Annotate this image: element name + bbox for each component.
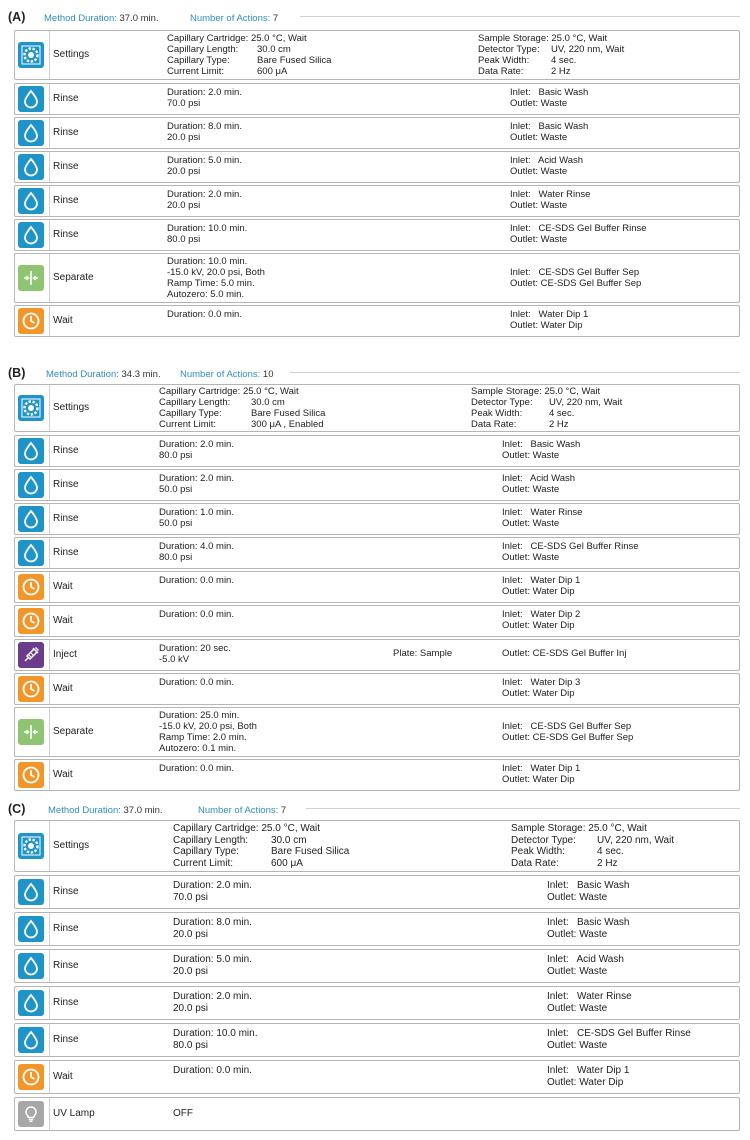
divider (49, 821, 50, 871)
action-row[interactable] (14, 759, 740, 791)
divider (49, 31, 50, 79)
gear-icon (18, 42, 44, 68)
lightbulb-icon (18, 1101, 44, 1127)
panel-header (0, 364, 750, 384)
divider (49, 152, 50, 182)
clock-icon (18, 676, 44, 702)
action-params: Duration: 0.0 min. (159, 609, 234, 620)
action-row[interactable] (14, 305, 740, 337)
settings-left: Capillary Cartridge: 25.0 °C, Wait Capillary Length: 30.0 cm Capillary Type: Bare Fused Silica Current Limit: 300 μA , Enabled (159, 386, 326, 430)
action-name: Wait (53, 615, 73, 626)
action-name: Rinse (53, 127, 79, 138)
action-row[interactable] (14, 537, 740, 569)
divider (49, 606, 50, 636)
inlet-outlet: Inlet: Water Rinse Outlet: Waste (547, 991, 632, 1014)
action-name: Rinse (53, 547, 79, 558)
clock-icon (18, 574, 44, 600)
inlet-outlet: Inlet: Water Dip 1 Outlet: Water Dip (502, 575, 581, 597)
clock-icon (18, 608, 44, 634)
divider (49, 950, 50, 982)
action-name: Rinse (53, 195, 79, 206)
inlet-outlet: Inlet: Basic Wash Outlet: Waste (510, 87, 589, 109)
inlet-outlet: Inlet: CE-SDS Gel Buffer Sep Outlet: CE-SDS Gel Buffer Sep (502, 721, 634, 743)
panel-label: (A) (8, 10, 26, 24)
action-params: Duration: 5.0 min. 20.0 psi (167, 155, 242, 177)
action-row[interactable] (14, 503, 740, 535)
number-of-actions: Number of Actions: 7 (190, 13, 279, 24)
inlet-outlet: Inlet: Water Rinse Outlet: Waste (510, 189, 591, 211)
droplet-icon (18, 990, 44, 1016)
action-row[interactable] (14, 435, 740, 467)
action-params: Duration: 1.0 min. 50.0 psi (159, 507, 234, 529)
droplet-icon (18, 1027, 44, 1053)
action-row[interactable] (14, 639, 740, 671)
inlet-outlet: Inlet: Water Rinse Outlet: Waste (502, 507, 583, 529)
inlet-outlet: Inlet: Acid Wash Outlet: Waste (547, 954, 624, 977)
action-row[interactable] (14, 571, 740, 603)
action-params: Duration: 5.0 min. 20.0 psi (173, 954, 252, 977)
action-name: Settings (53, 49, 90, 60)
action-row[interactable] (14, 673, 740, 705)
divider (49, 760, 50, 790)
action-name: Rinse (53, 513, 79, 524)
divider (49, 306, 50, 336)
settings-left: Capillary Cartridge: 25.0 °C, Wait Capillary Length: 30.0 cm Capillary Type: Bare Fused Silica Current Limit: 600 μA (173, 823, 350, 869)
action-name: Rinse (53, 886, 79, 897)
droplet-icon (18, 154, 44, 180)
settings-left: Capillary Cartridge: 25.0 °C, Wait Capillary Length: 30.0 cm Capillary Type: Bare Fused Silica Current Limit: 600 μA (167, 33, 332, 77)
clock-icon (18, 762, 44, 788)
method-duration: Method Duration: 37.0 min. (44, 13, 159, 24)
divider (49, 1098, 50, 1130)
action-params: OFF (173, 1108, 193, 1119)
action-row[interactable] (14, 605, 740, 637)
settings-right: Sample Storage: 25.0 °C, Wait Detector Type: UV, 220 nm, Wait Peak Width: 4 sec. Data Rate: 2 Hz (511, 823, 675, 869)
plate-info: Plate: Sample (393, 648, 453, 659)
separate-icon (18, 265, 44, 291)
panel-label: (B) (8, 366, 26, 380)
action-params: Duration: 2.0 min. 20.0 psi (173, 991, 252, 1014)
action-params: Duration: 10.0 min. 80.0 psi (173, 1028, 258, 1051)
action-name: Settings (53, 402, 90, 413)
inlet-outlet: Inlet: Water Dip 1 Outlet: Water Dip (510, 309, 589, 331)
divider (49, 1024, 50, 1056)
droplet-icon (18, 222, 44, 248)
action-params: Duration: 8.0 min. 20.0 psi (173, 917, 252, 940)
divider (49, 876, 50, 908)
action-row[interactable] (14, 707, 740, 757)
inlet-outlet: Inlet: CE-SDS Gel Buffer Rinse Outlet: Waste (502, 541, 639, 563)
inlet-outlet: Inlet: CE-SDS Gel Buffer Sep Outlet: CE-SDS Gel Buffer Sep (510, 267, 642, 289)
divider (306, 808, 740, 809)
action-row[interactable] (14, 83, 740, 115)
number-of-actions: Number of Actions: 7 (198, 805, 287, 816)
action-row[interactable] (14, 949, 740, 983)
gear-icon (18, 395, 44, 421)
action-name: Rinse (53, 960, 79, 971)
settings-row[interactable] (14, 820, 740, 872)
divider (49, 708, 50, 756)
divider (49, 470, 50, 500)
divider (49, 254, 50, 302)
inlet-outlet: Inlet: Water Dip 1 Outlet: Water Dip (502, 763, 581, 785)
divider (49, 186, 50, 216)
inlet-outlet: Outlet: CE-SDS Gel Buffer Inj (502, 648, 627, 659)
divider (49, 84, 50, 114)
syringe-icon (18, 642, 44, 668)
action-params: Duration: 8.0 min. 20.0 psi (167, 121, 242, 143)
action-row[interactable] (14, 469, 740, 501)
divider (49, 913, 50, 945)
action-name: UV Lamp (53, 1108, 95, 1119)
action-name: Rinse (53, 161, 79, 172)
number-of-actions: Number of Actions: 10 (180, 369, 274, 380)
settings-right: Sample Storage: 25.0 °C, Wait Detector Type: UV, 220 nm, Wait Peak Width: 4 sec. Data Rate: 2 Hz (471, 386, 623, 430)
inlet-outlet: Inlet: Water Dip 2 Outlet: Water Dip (502, 609, 581, 631)
action-params: Duration: 2.0 min. 20.0 psi (167, 189, 242, 211)
droplet-icon (18, 953, 44, 979)
settings-row[interactable] (14, 30, 740, 80)
droplet-icon (18, 879, 44, 905)
divider (49, 118, 50, 148)
inlet-outlet: Inlet: Acid Wash Outlet: Waste (502, 473, 576, 495)
inlet-outlet: Inlet: Basic Wash Outlet: Waste (510, 121, 589, 143)
action-row[interactable] (14, 1097, 740, 1131)
divider (49, 987, 50, 1019)
action-params: Duration: 2.0 min. 70.0 psi (173, 880, 252, 903)
divider (49, 436, 50, 466)
divider (49, 220, 50, 250)
droplet-icon (18, 188, 44, 214)
action-params: Duration: 10.0 min. -15.0 kV, 20.0 psi, Both Ramp Time: 5.0 min. Autozero: 5.0 min. (167, 256, 265, 300)
action-name: Wait (53, 683, 73, 694)
action-row[interactable] (14, 912, 740, 946)
action-name: Inject (53, 649, 77, 660)
action-name: Rinse (53, 445, 79, 456)
action-params: Duration: 0.0 min. (173, 1065, 252, 1076)
clock-icon (18, 1064, 44, 1090)
action-params: Duration: 0.0 min. (159, 575, 234, 586)
gear-icon (18, 833, 44, 859)
divider (49, 572, 50, 602)
action-name: Wait (53, 581, 73, 592)
action-name: Rinse (53, 479, 79, 490)
droplet-icon (18, 916, 44, 942)
divider (290, 372, 740, 373)
action-name: Rinse (53, 1034, 79, 1045)
inlet-outlet: Inlet: Water Dip 1 Outlet: Water Dip (547, 1065, 630, 1088)
settings-right: Sample Storage: 25.0 °C, Wait Detector Type: UV, 220 nm, Wait Peak Width: 4 sec. Data Rate: 2 Hz (478, 33, 625, 77)
action-row[interactable] (14, 1023, 740, 1057)
action-name: Separate (53, 726, 94, 737)
divider (49, 674, 50, 704)
action-name: Rinse (53, 997, 79, 1008)
method-duration: Method Duration: 37.0 min. (48, 805, 163, 816)
action-params: Duration: 25.0 min. -15.0 kV, 20.0 psi, Both Ramp Time: 2.0 min. Autozero: 0.1 min. (159, 710, 257, 754)
inlet-outlet: Inlet: Water Dip 3 Outlet: Water Dip (502, 677, 581, 699)
method-duration: Method Duration: 34.3 min. (46, 369, 161, 380)
action-params: Duration: 2.0 min. 80.0 psi (159, 439, 234, 461)
inlet-outlet: Inlet: Basic Wash Outlet: Waste (547, 880, 630, 903)
inlet-outlet: Inlet: CE-SDS Gel Buffer Rinse Outlet: Waste (510, 223, 647, 245)
action-row[interactable] (14, 986, 740, 1020)
inlet-outlet: Inlet: CE-SDS Gel Buffer Rinse Outlet: Waste (547, 1028, 691, 1051)
action-row[interactable] (14, 1060, 740, 1094)
action-params: Duration: 4.0 min. 80.0 psi (159, 541, 234, 563)
action-params: Duration: 20 sec. -5.0 kV (159, 643, 231, 665)
action-params: Duration: 0.0 min. (159, 677, 234, 688)
action-name: Wait (53, 769, 73, 780)
action-name: Rinse (53, 923, 79, 934)
inlet-outlet: Inlet: Acid Wash Outlet: Waste (510, 155, 584, 177)
droplet-icon (18, 120, 44, 146)
divider (49, 385, 50, 431)
action-row[interactable] (14, 253, 740, 303)
action-row[interactable] (14, 185, 740, 217)
inlet-outlet: Inlet: Basic Wash Outlet: Waste (547, 917, 630, 940)
action-params: Duration: 2.0 min. 70.0 psi (167, 87, 242, 109)
action-name: Wait (53, 315, 73, 326)
action-name: Rinse (53, 229, 79, 240)
separate-icon (18, 719, 44, 745)
action-params: Duration: 2.0 min. 50.0 psi (159, 473, 234, 495)
action-params: Duration: 0.0 min. (159, 763, 234, 774)
action-name: Separate (53, 272, 94, 283)
action-params: Duration: 10.0 min. 80.0 psi (167, 223, 248, 245)
action-name: Rinse (53, 93, 79, 104)
droplet-icon (18, 438, 44, 464)
inlet-outlet: Inlet: Basic Wash Outlet: Waste (502, 439, 581, 461)
divider (49, 504, 50, 534)
action-name: Settings (53, 840, 90, 851)
divider (49, 1061, 50, 1093)
panel-header (0, 800, 750, 820)
action-row[interactable] (14, 875, 740, 909)
droplet-icon (18, 472, 44, 498)
action-params: Duration: 0.0 min. (167, 309, 242, 320)
action-name: Wait (53, 1071, 73, 1082)
divider (49, 538, 50, 568)
action-row[interactable] (14, 117, 740, 149)
action-row[interactable] (14, 151, 740, 183)
clock-icon (18, 308, 44, 334)
settings-row[interactable] (14, 384, 740, 432)
droplet-icon (18, 506, 44, 532)
panel-label: (C) (8, 802, 26, 816)
action-row[interactable] (14, 219, 740, 251)
droplet-icon (18, 540, 44, 566)
droplet-icon (18, 86, 44, 112)
divider (300, 16, 740, 17)
divider (49, 640, 50, 670)
panel-header (0, 8, 750, 28)
